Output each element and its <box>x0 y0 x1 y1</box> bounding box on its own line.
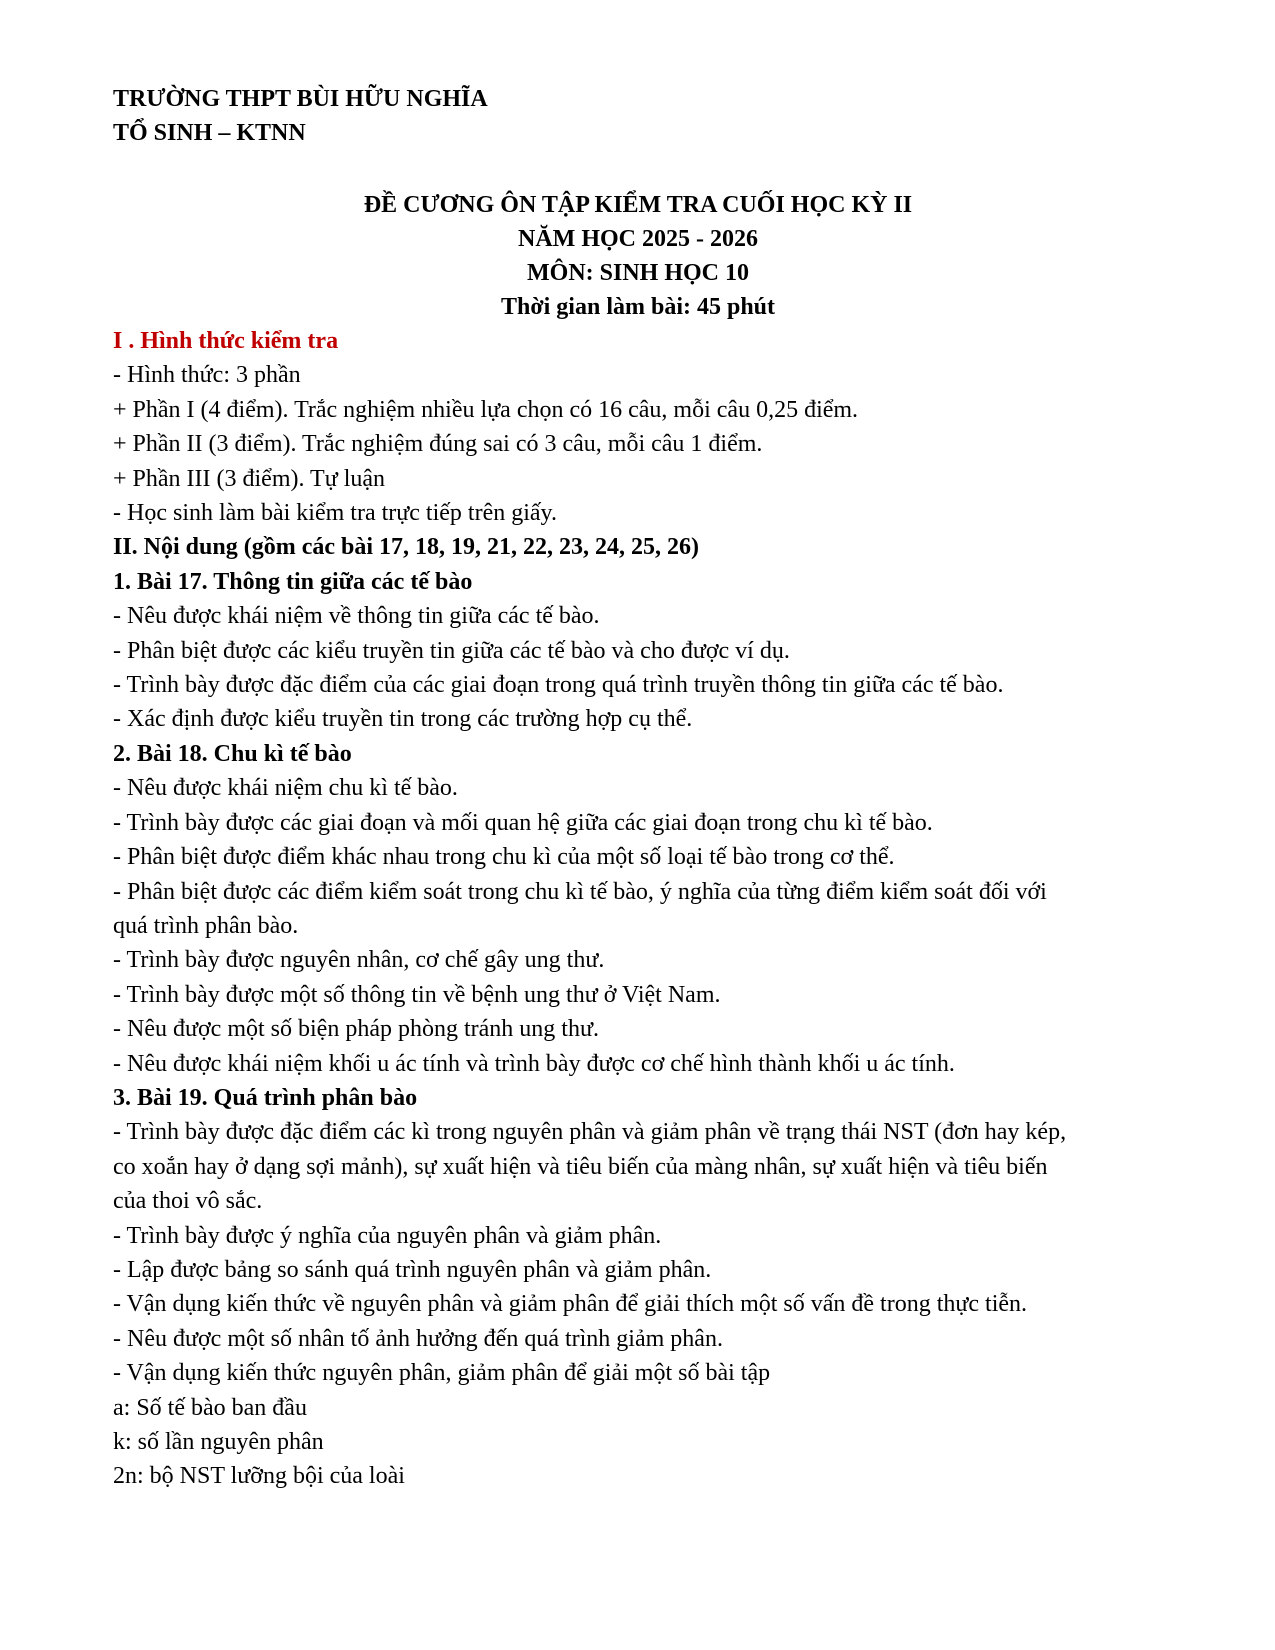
lesson-18-line: quá trình phân bào. <box>113 912 299 939</box>
lesson-19-line: - Vận dụng kiến thức về nguyên phân và giảm phân để giải thích một số vấn đề trong thực tiễn. <box>113 1291 1028 1318</box>
section-1-line: - Học sinh làm bài kiểm tra trực tiếp trên giấy. <box>113 500 557 527</box>
title-line-3: MÔN: SINH HỌC 10 <box>527 260 749 286</box>
section-2-heading: II. Nội dung (gồm các bài 17, 18, 19, 21, 22, 23, 24, 25, 26) <box>113 534 700 561</box>
lesson-19-heading: 3. Bài 19. Quá trình phân bào <box>113 1084 418 1111</box>
lesson-19-line: - Lập được bảng so sánh quá trình nguyên phân và giảm phân. <box>113 1256 712 1283</box>
lesson-17-line: - Nêu được khái niệm về thông tin giữa các tế bào. <box>113 603 600 630</box>
lesson-19-line: - Trình bày được ý nghĩa của nguyên phân và giảm phân. <box>113 1222 662 1249</box>
lesson-17-line: - Phân biệt được các kiểu truyền tin giữa các tế bào và cho được ví dụ. <box>113 637 790 664</box>
section-1-heading: I . Hình thức kiểm tra <box>113 328 339 354</box>
lesson-19-line: co xoắn hay ở dạng sợi mảnh), sự xuất hiện và tiêu biến của màng nhân, sự xuất hiện và tiêu biến <box>113 1153 1048 1180</box>
section-1-line: + Phần I (4 điểm). Trắc nghiệm nhiều lựa chọn có 16 câu, mỗi câu 0,25 điểm. <box>113 396 859 423</box>
lesson-19-line: k: số lần nguyên phân <box>113 1429 324 1455</box>
title-line-1: ĐỀ CƯƠNG ÔN TẬP KIỂM TRA CUỐI HỌC KỲ II <box>363 192 913 218</box>
lesson-18-line: - Phân biệt được điểm khác nhau trong chu kì của một số loại tế bào trong cơ thể. <box>113 844 895 871</box>
section-1-line: - Hình thức: 3 phần <box>113 362 301 389</box>
lesson-17-line: - Xác định được kiểu truyền tin trong các trường hợp cụ thể. <box>113 706 693 733</box>
lesson-19-line: a: Số tế bào ban đầu <box>113 1394 307 1421</box>
lesson-18-line: - Nêu được khái niệm chu kì tế bào. <box>113 775 458 802</box>
title-line-2: NĂM HỌC 2025 - 2026 <box>518 226 758 252</box>
lesson-19-line: - Vận dụng kiến thức nguyên phân, giảm phân để giải một số bài tập <box>113 1360 771 1387</box>
document-page <box>113 82 1163 1494</box>
lesson-18-line: - Trình bày được nguyên nhân, cơ chế gây ung thư. <box>113 947 605 974</box>
lesson-18-line: - Trình bày được một số thông tin về bệnh ung thư ở Việt Nam. <box>113 981 721 1008</box>
document-title <box>113 188 1163 324</box>
document-header <box>113 82 1163 150</box>
department-name: TỔ SINH – KTNN <box>113 120 306 146</box>
document-content <box>113 324 1163 1494</box>
lesson-19-line: - Nêu được một số nhân tố ảnh hưởng đến quá trình giảm phân. <box>113 1325 723 1352</box>
lesson-17-line: - Trình bày được đặc điểm của các giai đoạn trong quá trình truyền thông tin giữa các tế bào. <box>113 672 1004 699</box>
title-line-4: Thời gian làm bài: 45 phút <box>500 294 776 320</box>
lesson-18-heading: 2. Bài 18. Chu kì tế bào <box>113 740 352 767</box>
section-1-line: + Phần III (3 điểm). Tự luận <box>113 465 386 492</box>
lesson-17-heading: 1. Bài 17. Thông tin giữa các tế bào <box>113 568 473 595</box>
section-1-line: + Phần II (3 điểm). Trắc nghiệm đúng sai có 3 câu, mỗi câu 1 điểm. <box>113 431 763 458</box>
lesson-18-line: - Phân biệt được các điểm kiểm soát trong chu kì tế bào, ý nghĩa của từng điểm kiểm soát đối với <box>113 878 1047 905</box>
lesson-18-line: - Nêu được một số biện pháp phòng tránh ung thư. <box>113 1016 599 1043</box>
lesson-19-line: - Trình bày được đặc điểm các kì trong nguyên phân và giảm phân về trạng thái NST (đơn hay kép, <box>113 1119 1067 1146</box>
school-name: TRƯỜNG THPT BÙI HỮU NGHĨA <box>113 86 488 112</box>
lesson-19-line: 2n: bộ NST lưỡng bội của loài <box>113 1463 405 1490</box>
lesson-18-line: - Nêu được khái niệm khối u ác tính và trình bày được cơ chế hình thành khối u ác tính. <box>113 1050 955 1077</box>
lesson-18-line: - Trình bày được các giai đoạn và mối quan hệ giữa các giai đoạn trong chu kì tế bào. <box>113 809 933 836</box>
lesson-19-line: của thoi vô sắc. <box>113 1188 263 1215</box>
